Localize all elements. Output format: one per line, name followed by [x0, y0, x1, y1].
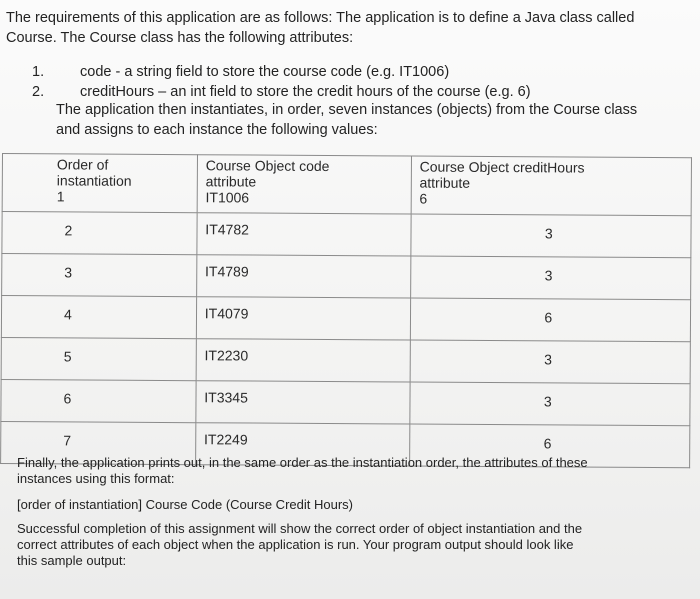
paragraph-line: Successful completion of this assignment will show the correct order of object instantiation and the	[17, 521, 583, 536]
list-item	[32, 82, 672, 102]
completion-paragraph	[17, 521, 657, 569]
paragraph-line: correct attributes of each object when the application is run. Your program output should look like	[17, 537, 574, 552]
list-number: 2.	[32, 84, 45, 100]
order-cell: 2	[2, 212, 197, 255]
header-text: attribute	[419, 174, 471, 191]
hours-cell: 3	[411, 214, 692, 258]
hours-cell: 6	[409, 424, 690, 468]
hours-cell: 6	[410, 298, 691, 342]
table-row	[1, 379, 690, 425]
header-cell-hours	[411, 156, 692, 216]
hours-cell: 3	[410, 382, 691, 426]
code-cell: IT4789	[196, 255, 410, 298]
paragraph-line: The application then instantiates, in order, seven instances (objects) from the Course class	[56, 102, 638, 118]
table-row	[2, 212, 691, 258]
intro-line: The requirements of this application are as follows: The application is to define a Java class called	[6, 10, 635, 26]
code-cell: IT4079	[196, 297, 410, 340]
list-item	[32, 62, 672, 82]
header-text: Order of	[56, 156, 109, 173]
hours-cell: 3	[410, 340, 691, 384]
closing-section	[17, 455, 657, 569]
order-cell: 4	[1, 296, 196, 339]
instances-table	[0, 153, 692, 468]
list-text: creditHours – an int field to store the credit hours of the course (e.g. 6)	[80, 84, 531, 100]
header-text: Course Object creditHours	[419, 158, 585, 176]
intro-line: Course. The Course class has the following attributes:	[6, 30, 354, 46]
paragraph-line: this sample output:	[17, 553, 127, 568]
header-cell-code	[197, 155, 411, 214]
header-text: instantiation	[56, 172, 132, 189]
hours-cell: 3	[410, 256, 691, 300]
table-row	[2, 254, 691, 300]
header-text: attribute	[205, 173, 257, 190]
format-line: [order of instantiation] Course Code (Course Credit Hours)	[17, 497, 353, 512]
code-cell: IT3345	[196, 381, 410, 424]
hours-value: 6	[419, 190, 428, 207]
order-cell: 6	[1, 379, 196, 422]
order-cell: 3	[2, 254, 197, 297]
order-cell: 5	[1, 337, 196, 380]
code-value: IT1006	[205, 189, 250, 206]
list-text: code - a string field to store the course code (e.g. IT1006)	[80, 64, 450, 80]
intro-paragraph	[6, 8, 686, 48]
paragraph-line: and assigns to each instance the following values:	[56, 122, 378, 138]
table-row	[1, 337, 690, 383]
header-text: Course Object code	[205, 157, 330, 175]
instantiation-paragraph	[56, 100, 656, 140]
paragraph-line: instances using this format:	[17, 471, 175, 486]
table-header-row	[2, 154, 691, 216]
code-cell: IT2230	[196, 339, 410, 382]
order-value: 1	[56, 188, 65, 205]
requirements-list	[32, 62, 672, 102]
closing-paragraph	[17, 455, 657, 487]
paragraph-line: Finally, the application prints out, in the same order as the instantiation order, the attributes of these	[17, 455, 588, 470]
order-cell: 7	[1, 421, 196, 464]
header-cell-order	[2, 154, 197, 213]
table-row	[1, 296, 690, 342]
code-cell: IT4782	[197, 213, 411, 256]
code-cell: IT2249	[195, 423, 409, 466]
list-number: 1.	[32, 64, 45, 80]
